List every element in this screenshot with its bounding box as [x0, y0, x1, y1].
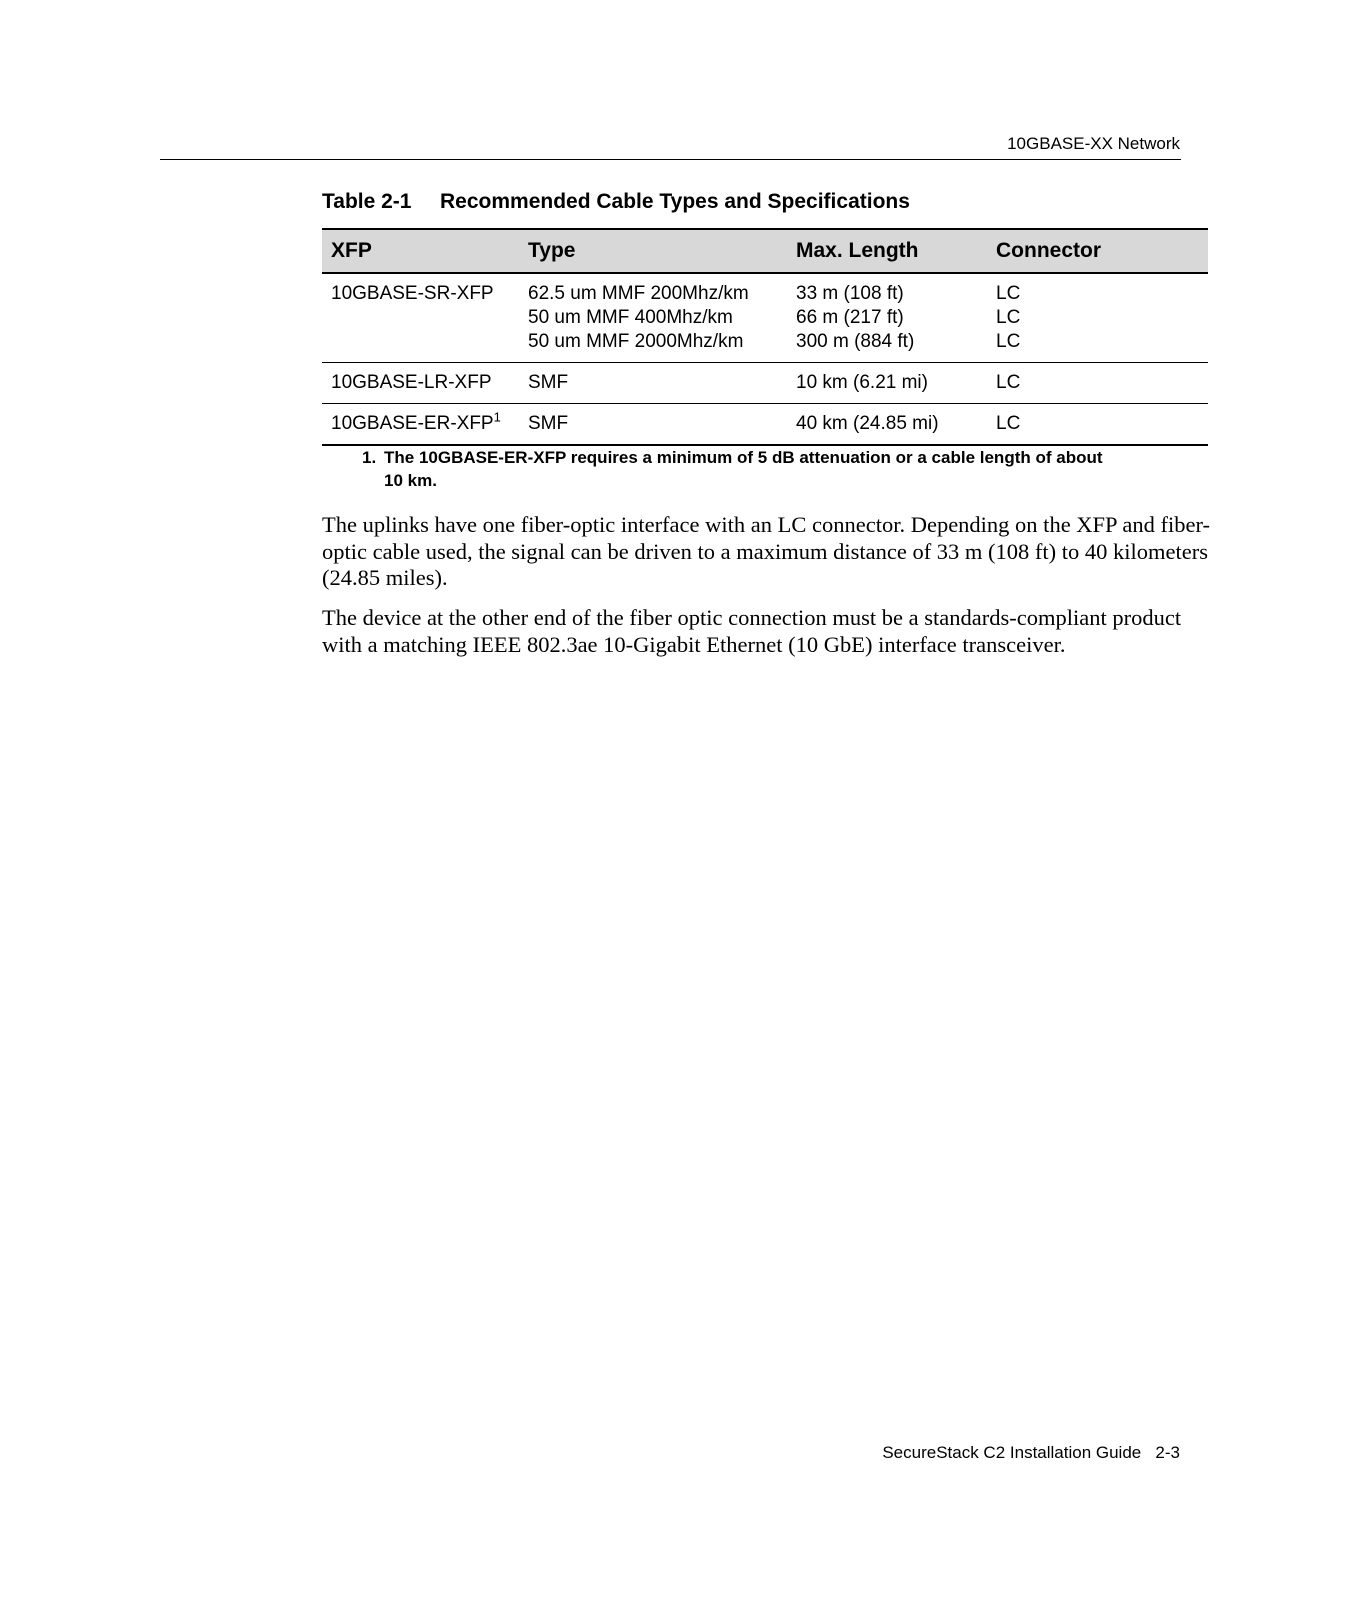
- table-header-row: [322, 229, 1208, 273]
- type-value: 62.5 um MMF 200Mhz/km: [528, 283, 749, 304]
- page-number: 2-3: [1155, 1443, 1180, 1462]
- footnote-number: 1.: [362, 448, 377, 467]
- length-value: 33 m (108 ft): [796, 283, 904, 304]
- connector-value: LC: [996, 283, 1021, 304]
- table-caption: [322, 190, 910, 214]
- header-rule: [160, 159, 1181, 160]
- cell-type: [519, 273, 787, 363]
- cell-type: [519, 404, 787, 446]
- table-row: [322, 404, 1208, 446]
- table-caption-title: Recommended Cable Types and Specifications: [440, 190, 910, 213]
- page-footer: [882, 1443, 1180, 1463]
- column-header-type: Type: [519, 229, 787, 273]
- cell-max-length: [787, 363, 987, 404]
- table-footnote: [362, 446, 1122, 492]
- connector-value: LC: [996, 331, 1021, 352]
- cell-type: [519, 363, 787, 404]
- type-value: SMF: [528, 372, 569, 393]
- cell-connector: [987, 273, 1208, 363]
- length-value: 300 m (884 ft): [796, 331, 915, 352]
- cell-connector: [987, 404, 1208, 446]
- table-caption-number: Table 2-1: [322, 190, 412, 213]
- running-head: 10GBASE-XX Network: [1007, 134, 1180, 153]
- table-row: [322, 363, 1208, 404]
- body-paragraph: The uplinks have one fiber-optic interface with an LC connector. Depending on the XFP and fiber-optic cable used, the signal can be driven to a maximum distance of 33 m (108 ft) to 40 kilometers (24.85 miles).: [322, 512, 1210, 590]
- footnote-reference[interactable]: 1: [493, 409, 501, 425]
- cell-xfp: [322, 273, 519, 363]
- type-value: 50 um MMF 2000Mhz/km: [528, 331, 744, 352]
- column-header-connector: Connector: [987, 229, 1208, 273]
- footnote-text: The 10GBASE-ER-XFP requires a minimum of 5 dB attenuation or a cable length of about 10 km.: [384, 448, 1103, 490]
- type-value: 50 um MMF 400Mhz/km: [528, 307, 733, 328]
- body-paragraph: The device at the other end of the fiber optic connection must be a standards-compliant product with a matching IEEE 802.3ae 10-Gigabit Ethernet (10 GbE) interface transceiver.: [322, 605, 1182, 657]
- cable-specs-table: [322, 228, 1208, 446]
- xfp-name: 10GBASE-SR-XFP: [331, 283, 494, 304]
- connector-value: LC: [996, 413, 1021, 434]
- xfp-name: 10GBASE-ER-XFP: [331, 413, 494, 434]
- length-value: 40 km (24.85 mi): [796, 413, 939, 434]
- cell-xfp: [322, 404, 519, 446]
- cell-connector: [987, 363, 1208, 404]
- xfp-name: 10GBASE-LR-XFP: [331, 372, 492, 393]
- connector-value: LC: [996, 307, 1021, 328]
- length-value: 66 m (217 ft): [796, 307, 904, 328]
- table-row: [322, 273, 1208, 363]
- cell-max-length: [787, 404, 987, 446]
- connector-value: LC: [996, 372, 1021, 393]
- column-header-max-length: Max. Length: [787, 229, 987, 273]
- guide-title: SecureStack C2 Installation Guide: [882, 1443, 1142, 1462]
- length-value: 10 km (6.21 mi): [796, 372, 928, 393]
- column-header-xfp: XFP: [322, 229, 519, 273]
- type-value: SMF: [528, 413, 569, 434]
- cell-max-length: [787, 273, 987, 363]
- cell-xfp: [322, 363, 519, 404]
